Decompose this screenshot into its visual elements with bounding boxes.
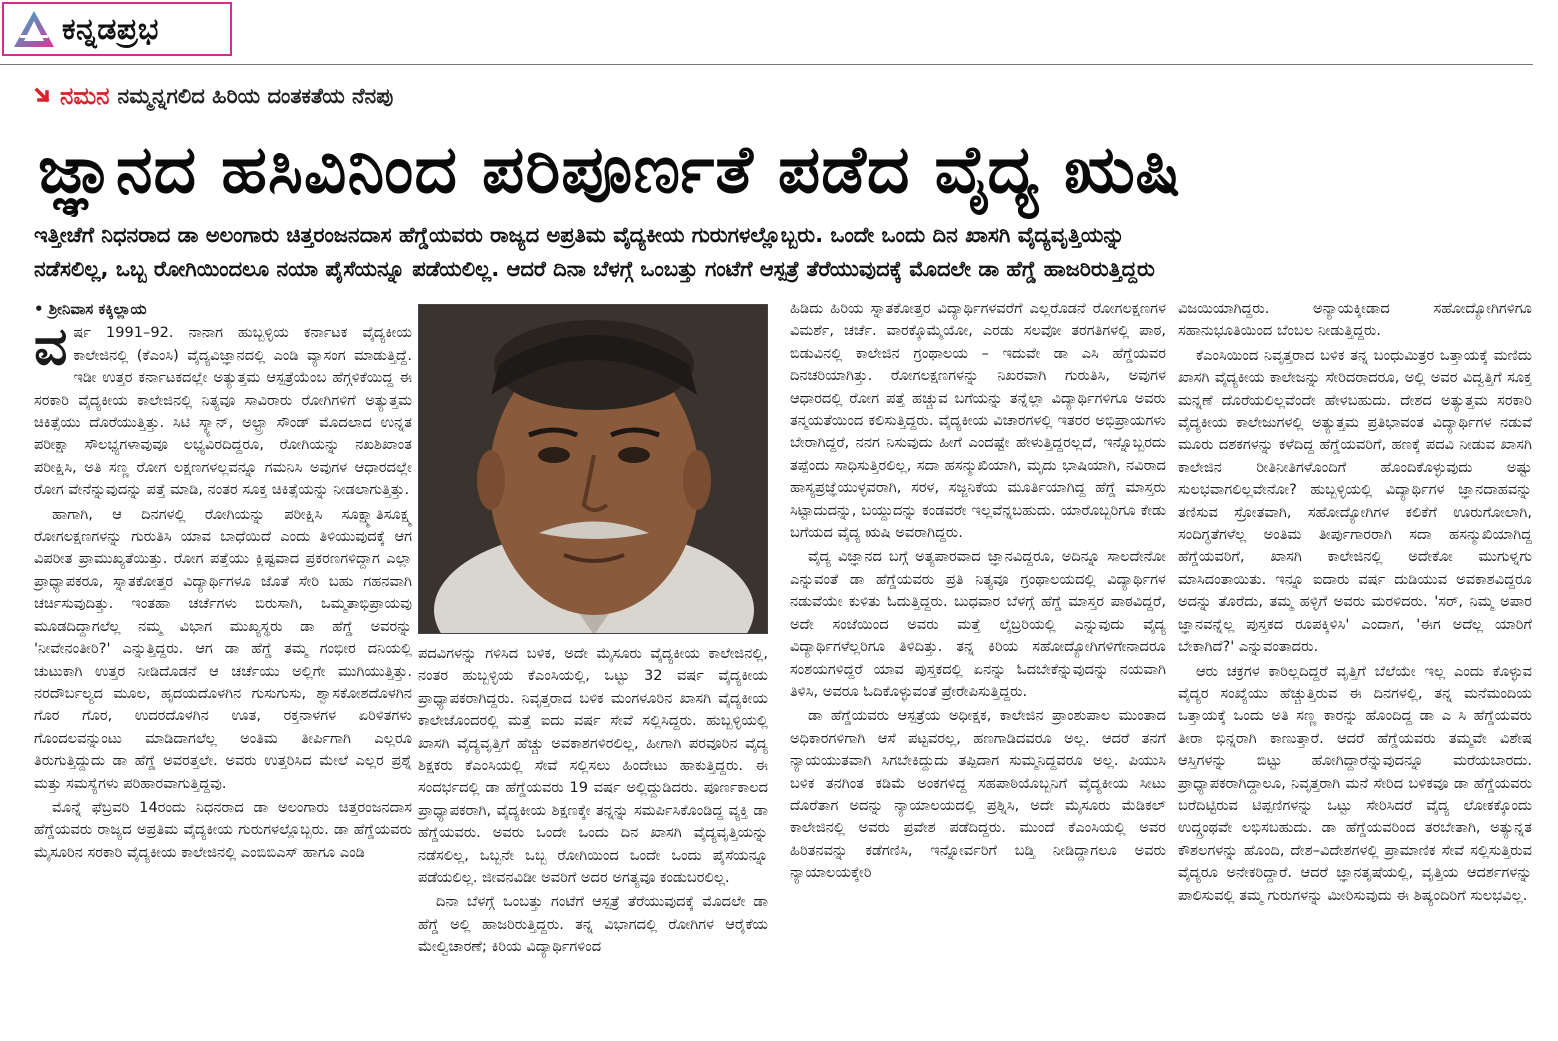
kicker-tag: ನಮನ [60, 82, 110, 110]
paragraph: ವೈದ್ಯ ವಿಜ್ಞಾನದ ಬಗ್ಗೆ ಅತ್ಯಪಾರವಾದ ಜ್ಞಾನವಿದ್ದರೂ, ಅದಿನ್ನೂ ಸಾಲದೇನೋ ಎನ್ನುವಂತೆ ಡಾ ಹೆಗ್ಡೆಯವರು ಪ್ರತಿ ನಿತ್ಯವೂ ಗ್ರಂಥಾಲಯದಲ್ಲಿ ವಿದ್ಯಾರ್ಥಿಗಳ ನಡುವೆಯೇ ಕುಳಿತು ಓದುತ್ತಿದ್ದರು. ಬುಧವಾರ ಬೆಳಗ್ಗೆ ಹೆಗ್ಡೆ ಮಾಸ್ತರ ಪಾಠವಿದ್ದರೆ, ಅದೇ ಸಂಜೆಯಿಂದ ಅವರು ಮತ್ತೆ ಲೈಬ್ರರಿಯಲ್ಲಿ ಎನ್ನುವುದು ವೈದ್ಯ ವಿದ್ಯಾರ್ಥಿಗಳೆಲ್ಲರಿಗೂ ತಿಳಿದಿತ್ತು. ತನ್ನ ಕಿರಿಯ ಸಹೋದ್ಯೋಗಿಗಳಿಗೇನಾದರೂ ಸಂಶಯಗಳಿದ್ದರೆ ಯಾವ ಪುಸ್ತಕದಲ್ಲಿ ಏನನ್ನು ಓದಬೇಕೆನ್ನುವುದನ್ನು ನಯವಾಗಿ ತಿಳಿಸಿ, ಅವರೂ ಓದಿಕೊಳ್ಳುವಂತೆ ಪ್ರೇರೇಪಿಸುತ್ತಿದ್ದರು. [790, 548, 1166, 700]
masthead-title: ಕನ್ನಡಪ್ರಭ [62, 11, 159, 47]
column-1 [34, 298, 412, 866]
paragraph: ವರ್ಷ 1991–92. ನಾನಾಗ ಹುಬ್ಬಳ್ಳಿಯ ಕರ್ನಾಟಕ ವೈದ್ಯಕೀಯ ಕಾಲೇಜಿನಲ್ಲಿ (ಕೆಎಂಸಿ) ವೈದ್ಯವಿಜ್ಞಾನದಲ್ಲಿ ಎಂಡಿ ವ್ಯಾಸಂಗ ಮಾಡುತ್ತಿದ್ದೆ. ಇಡೀ ಉತ್ತರ ಕರ್ನಾಟಕದಲ್ಲೇ ಅತ್ಯುತ್ತಮ ಆಸ್ಪತ್ರೆಯೆಂಬ ಹೆಗ್ಗಳಿಕೆಯಿದ್ದ ಈ ಸರಕಾರಿ ವೈದ್ಯಕೀಯ ಕಾಲೇಜಿನಲ್ಲಿ ನಿತ್ಯವೂ ಸಾವಿರಾರು ರೋಗಿಗಳಿಗೆ ಅತ್ಯುತ್ತಮ ಚಿಕಿತ್ಸೆಯು ದೊರೆಯುತ್ತಿತ್ತು. ಸಿಟಿ ಸ್ಕ್ಯಾನ್, ಅಲ್ಟ್ರಾ ಸೌಂಡ್ ಮೊದಲಾದ ಉನ್ನತ ಪರೀಕ್ಷಾ ಸೌಲಭ್ಯಗಳಾವುವೂ ಲಭ್ಯವಿರದಿದ್ದರೂ, ರೋಗಿಯನ್ನು ನಖಶಿಖಾಂತ ಪರೀಕ್ಷಿಸಿ, ಅತಿ ಸಣ್ಣ ರೋಗ ಲಕ್ಷಣಗಳಲ್ಲವನ್ನೂ ಗಮನಿಸಿ ಅವುಗಳ ಆಧಾರದಲ್ಲೇ ರೋಗ ವೇನೆನ್ನುವುದನ್ನು ಪತ್ತೆ ಮಾಡಿ, ನಂತರ ಸೂಕ್ತ ಚಿಕಿತ್ಸೆಯನ್ನು ನೀಡಲಾಗುತ್ತಿತ್ತು. [34, 316, 412, 499]
triangle-logo-icon [12, 9, 56, 49]
byline: • ಶ್ರೀನಿವಾಸ ಕಕ್ಕಿಲ್ಲಾಯ [34, 300, 147, 318]
dropcap: ವ [34, 316, 68, 378]
deck-line: ನಡೆಸಲಿಲ್ಲ, ಒಬ್ಬ ರೋಗಿಯಿಂದಲೂ ನಯಾ ಪೈಸೆಯನ್ನೂ ಪಡೆಯಲಿಲ್ಲ. ಆದರೆ ದಿನಾ ಬೆಳಗ್ಗೆ ಒಂಬತ್ತು ಗಂಟೆಗೆ ಆಸ್ಪತ್ರೆ ತೆರೆಯುವುದಕ್ಕೆ ಮೊದಲೇ ಡಾ ಹೆಗ್ಡೆ ಹಾಜರಿರುತ್ತಿದ್ದರು [34, 257, 1155, 281]
paragraph: ಮೊನ್ನೆ ಫೆಬ್ರವರಿ 14ರಂದು ನಿಧನರಾದ ಡಾ ಅಲಂಗಾರು ಚಿತ್ತರಂಜನದಾಸ ಹೆಗ್ಡೆಯವರು ರಾಜ್ಯದ ಅಪ್ರತಿಮ ವೈದ್ಯಕೀಯ ಗುರುಗಳಲ್ಲೊಬ್ಬರು. ಡಾ ಹೆಗ್ಡೆಯವರು ಮೈಸೂರಿನ ಸರಕಾರಿ ವೈದ್ಯಕೀಯ ಕಾಲೇಜಿನಲ್ಲಿ ಎಂಬಿಬಿಎಸ್ ಹಾಗೂ ಎಂಡಿ [34, 798, 412, 861]
portrait-illustration [419, 305, 768, 634]
kicker [34, 82, 393, 110]
kicker-subtitle: ನಮ್ಮನ್ನಗಲಿದ ಹಿರಿಯ ದಂತಕತೆಯ ನೆನಪು [117, 83, 394, 108]
paragraph: ದಿನಾ ಬೆಳಗ್ಗೆ ಒಂಬತ್ತು ಗಂಟೆಗೆ ಆಸ್ಪತ್ರೆ ತೆರೆಯುವುದಕ್ಕೆ ಮೊದಲೇ ಡಾ ಹೆಗ್ಡೆ ಅಲ್ಲಿ ಹಾಜರಿರುತ್ತಿದ್ದರು. ತನ್ನ ವಿಭಾಗದಲ್ಲಿ ರೋಗಿಗಳ ಆರೈಕೆಯ ಮೇಲ್ವಿಚಾರಣೆ; ಕಿರಿಯ ವಿದ್ಯಾರ್ಥಿಗಳಿಂದ [418, 893, 768, 956]
header-rule [0, 64, 1533, 65]
column-2 [418, 643, 768, 961]
paragraph: ಡಾ ಹೆಗ್ಡೆಯವರು ಆಸ್ಪತ್ರೆಯ ಅಧೀಕ್ಷಕ, ಕಾಲೇಜಿನ ಪ್ರಾಂಶುಪಾಲ ಮುಂತಾದ ಅಧಿಕಾರಗಳಿಗಾಗಿ ಆಸೆ ಪಟ್ಟವರಲ್ಲ, ಹಣಗಾಡಿದವರೂ ಅಲ್ಲ. ಆದರೆ ತನಗೆ ನ್ಯಾಯಯುತವಾಗಿ ಸಿಗಬೇಕಿದ್ದುದು ತಪ್ಪಿದಾಗ ಸುಮ್ಮನಿದ್ದವರೂ ಅಲ್ಲ. ಪಿಯುಸಿ ಬಳಿಕ ತನಗಿಂತ ಕಡಿಮೆ ಅಂಕಗಳಿದ್ದ ಸಹಪಾಠಿಯೊಬ್ಬನಿಗೆ ವೈದ್ಯಕೀಯ ಸೀಟು ದೊರೆತಾಗ ಅದನ್ನು ನ್ಯಾಯಾಲಯದಲ್ಲಿ ಪ್ರಶ್ನಿಸಿ, ಅದೇ ಮೈಸೂರು ಮೆಡಿಕಲ್ ಕಾಲೇಜಿನಲ್ಲಿ ಅವರು ಪ್ರವೇಶ ಪಡೆದಿದ್ದರು. ಮುಂದೆ ಕೆಎಂಸಿಯಲ್ಲಿ ಅವರ ಹಿರಿತನವನ್ನು ಕಡೆಗಣಿಸಿ, ಇನ್ನೋರ್ವರಿಗೆ ಬಡ್ತಿ ನೀಡಿದ್ದಾಗಲೂ ಅವರು ನ್ಯಾಯಾಲಯಕ್ಕೇರಿ [790, 707, 1166, 882]
paragraph: ಪದವಿಗಳನ್ನು ಗಳಿಸಿದ ಬಳಿಕ, ಅದೇ ಮೈಸೂರು ವೈದ್ಯಕೀಯ ಕಾಲೇಜಿನಲ್ಲಿ, ನಂತರ ಹುಬ್ಬಳ್ಳಿಯ ಕೆಎಂಸಿಯಲ್ಲಿ, ಒಟ್ಟು 32 ವರ್ಷ ವೈದ್ಯಕೀಯ ಪ್ರಾಧ್ಯಾಪಕರಾಗಿದ್ದರು. ನಿವೃತ್ತರಾದ ಬಳಿಕ ಮಂಗಳೂರಿನ ಖಾಸಗಿ ವೈದ್ಯಕೀಯ ಕಾಲೇಜೊಂದರಲ್ಲಿ ಮತ್ತೆ ಐದು ವರ್ಷ ಸೇವೆ ಸಲ್ಲಿಸಿದ್ದರು. ಹುಬ್ಬಳ್ಳಿಯಲ್ಲಿ ಖಾಸಗಿ ವೈದ್ಯವೃತ್ತಿಗೆ ಹೆಚ್ಚು ಅವಕಾಶಗಳಿರಲಿಲ್ಲ, ಹೀಗಾಗಿ ಪರವೂರಿನ ವೈದ್ಯ ಶಿಕ್ಷಕರು ಕೆಎಂಸಿಯಲ್ಲಿ ಸೇವೆ ಸಲ್ಲಿಸಲು ಹಿಂದೇಟು ಹಾಕುತ್ತಿದ್ದರು. ಈ ಸಂದರ್ಭದಲ್ಲಿ ಡಾ ಹೆಗ್ಡೆಯವರು 19 ವರ್ಷ ಅಲ್ಲಿದ್ದುಡಿದರು. ಪೂರ್ಣಕಾಲದ ಪ್ರಾಧ್ಯಾಪಕರಾಗಿ, ವೈದ್ಯಕೀಯ ಶಿಕ್ಷಣಕ್ಕೇ ತನ್ನನ್ನು ಸಮರ್ಪಿಸಿಕೊಂಡಿದ್ದ ವ್ಯಕ್ತಿ ಡಾ ಹೆಗ್ಡೆಯವರು. ಅವರು ಒಂದೇ ಒಂದು ದಿನ ಖಾಸಗಿ ವೈದ್ಯವೃತ್ತಿಯನ್ನು ನಡೆಸಲಿಲ್ಲ, ಒಬ್ಬನೇ ಒಬ್ಬ ರೋಗಿಯಿಂದ ಒಂದೇ ಒಂದು ಪೈಸೆಯನ್ನೂ ಪಡೆಯಲಿಲ್ಲ. ಜೀವನವಿಡೀ ಅವರಿಗೆ ಅದರ ಅಗತ್ಯವೂ ಕಂಡುಬರಲಿಲ್ಲ. [418, 645, 768, 887]
masthead [2, 2, 232, 56]
paragraph: ಹಿಡಿದು ಹಿರಿಯ ಸ್ನಾತಕೋತ್ತರ ವಿದ್ಯಾರ್ಥಿಗಳವರೆಗೆ ಎಲ್ಲರೊಡನೆ ರೋಗಲಕ್ಷಣಗಳ ವಿಮರ್ಶೆ, ಚರ್ಚೆ. ವಾರಕ್ಕೊಮ್ಮೆಯೋ, ಎರಡು ಸಲವೋ ತರಗತಿಗಳಲ್ಲಿ ಪಾಠ, ಬಿಡುವಿನಲ್ಲಿ ಕಾಲೇಜಿನ ಗ್ರಂಥಾಲಯ – ಇದುವೇ ಡಾ ಎಸಿ ಹೆಗ್ಡೆಯವರ ದಿನಚರಿಯಾಗಿತ್ತು. ರೋಗಲಕ್ಷಣಗಳನ್ನು ನಿಖರವಾಗಿ ಗುರುತಿಸಿ, ಅವುಗಳ ಆಧಾರದಲ್ಲಿ ರೋಗ ಪತ್ತೆ ಹಚ್ಚುವ ಬಗೆಯನ್ನು ತನ್ನೆಲ್ಲಾ ವಿದ್ಯಾರ್ಥಿಗಳಿಗೂ ಅವರು ತನ್ಮಯತೆಯಿಂದ ಕಲಿಸುತ್ತಿದ್ದರು. ವೈದ್ಯಕೀಯ ವಿಚಾರಗಳಲ್ಲಿ ಇತರರ ಅಭಿಪ್ರಾಯಗಳು ಬೇರಾಗಿದ್ದರೆ, ನನಗ ನಿಸುವುದು ಹೀಗೆ ಎಂದಷ್ಟೇ ಹೇಳುತ್ತಿದ್ದರಲ್ಲದೆ, ಇನ್ನೊಬ್ಬರದು ತಪ್ಪೆಂದು ಸಾಧಿಸುತ್ತಿರಲಿಲ್ಲ, ಸದಾ ಹಸನ್ಮುಖಿಯಾಗಿ, ಮೃದು ಭಾಷಿಯಾಗಿ, ನವಿರಾದ ಹಾಸ್ಯಪ್ರಜ್ಞೆಯುಳ್ಳವರಾಗಿ, ಸರಳ, ಸಜ್ಜನಿಕೆಯ ಮೂರ್ತಿಯಾಗಿದ್ದ ಹೆಗ್ಡೆ ಮಾಸ್ತರು ಸಿಟ್ಟಾದುದನ್ನು, ಬಯ್ದುದನ್ನು ಕಂಡವರೇ ಇಲ್ಲವೆನ್ನಬಹುದು. ಯಾರೊಬ್ಬರಿಗೂ ಕೇಡು ಬಗೆಯದ ವೈದ್ಯ ಋಷಿ ಅವರಾಗಿದ್ದರು. [790, 300, 1166, 542]
paragraph: ಕೆಎಂಸಿಯಿಂದ ನಿವೃತ್ತರಾದ ಬಳಿಕ ತನ್ನ ಬಂಧುಮಿತ್ರರ ಒತ್ತಾಯಕ್ಕೆ ಮಣಿದು ಖಾಸಗಿ ವೈದ್ಯಕೀಯ ಕಾಲೇಜನ್ನು ಸೇರಿದರಾದರೂ, ಅಲ್ಲಿ ಅವರ ವಿದ್ವತ್ತಿಗೆ ಸೂಕ್ತ ಮನ್ನಣೆ ದೊರೆಯಲಿಲ್ಲವೆಂದೇ ಹೇಳಬಹುದು. ದೇಶದ ಅತ್ಯುತ್ತಮ ಸರಕಾರಿ ವೈದ್ಯಕೀಯ ಕಾಲೇಜುಗಳಲ್ಲಿ ಅತ್ಯುತ್ತಮ ಪ್ರತಿಭಾವಂತ ವಿದ್ಯಾರ್ಥಿಗಳ ನಡುವೆ ಮೂರು ದಶಕಗಳನ್ನು ಕಳೆದಿದ್ದ ಹೆಗ್ಡೆಯವರಿಗೆ, ಹಣಕ್ಕೆ ಪದವಿ ನೀಡುವ ಖಾಸಗಿ ಕಾಲೇಜಿನ ರೀತಿನೀತಿಗಳೊಂದಿಗೆ ಹೊಂದಿಕೊಳ್ಳುವುದು ಅಷ್ಟು ಸುಲಭವಾಗಲಿಲ್ಲವೇನೋ? ಹುಬ್ಬಳ್ಳಿಯಲ್ಲಿ ವಿದ್ಯಾರ್ಥಿಗಳ ಜ್ಞಾನದಾಹವನ್ನು ತಣಿಸುವ ಸ್ರೋತವಾಗಿ, ಸಹೋದ್ಯೋಗಿಗಳ ಕಲಿಕೆಗೆ ಊರುಗೋಲಾಗಿ, ಸಂದಿಗ್ಧತೆಗಳೆಲ್ಲ ಅಂತಿಮ ತೀರ್ಪುಗಾರರಾಗಿ ಸದಾ ಹಸನ್ಮುಖಿಯಾಗಿದ್ದ ಹೆಗ್ಡೆಯವರಿಗೆ, ಖಾಸಗಿ ಕಾಲೇಜಿನಲ್ಲಿ ಅದೇಕೋ ಮುಗುಳ್ನಗು ಮಾಸಿದಂತಾಯಿತು. ಇನ್ನೂ ಐದಾರು ವರ್ಷ ದುಡಿಯುವ ಅವಕಾಶವಿದ್ದರೂ ಅದನ್ನು ತೊರೆದು, ತಮ್ಮ ಹಳ್ಳಿಗೆ ಅವರು ಮರಳಿದರು. 'ಸರ್, ನಿಮ್ಮ ಅಪಾರ ಜ್ಞಾನವನ್ನೆಲ್ಲ ಪುಸ್ತಕದ ರೂಪಕ್ಕಿಳಿಸಿ' ಎಂದಾಗ, 'ಈಗ ಅದೆಲ್ಲ ಯಾರಿಗೆ ಬೇಕಾಗಿದೆ?' ಎನ್ನುವಂತಾದರು. [1178, 346, 1532, 656]
column-4 [1178, 298, 1532, 909]
deck-line: ಇತ್ತೀಚೆಗೆ ನಿಧನರಾದ ಡಾ ಅಲಂಗಾರು ಚಿತ್ತರಂಜನದಾಸ ಹೆಗ್ಡೆಯವರು ರಾಜ್ಯದ ಅಪ್ರತಿಮ ವೈದ್ಯಕೀಯ ಗುರುಗಳಲ್ಲೊಬ್ಬರು. ಒಂದೇ ಒಂದು ದಿನ ಖಾಸಗಿ ವೈದ್ಯವೃತ್ತಿಯನ್ನು [34, 223, 1125, 247]
deck [34, 218, 1524, 286]
portrait-photo [418, 304, 768, 634]
paragraph: ಆರು ಚಕ್ರಗಳ ಕಾರಿಲ್ಲದಿದ್ದರೆ ವೃತ್ತಿಗೆ ಬೆಲೆಯೇ ಇಲ್ಲ ಎಂದು ಕೊಳ್ಳುವ ವೈದ್ಯರ ಸಂಖ್ಯೆಯು ಹೆಚ್ಚುತ್ತಿರುವ ಈ ದಿನಗಳಲ್ಲಿ, ತನ್ನ ಮನೆಮಂದಿಯ ಒತ್ತಾಯಕ್ಕೆ ಒಂದು ಅತಿ ಸಣ್ಣ ಕಾರನ್ನು ಹೊಂದಿದ್ದ ಡಾ ಎ ಸಿ ಹೆಗ್ಡೆಯವರು ತೀರಾ ಭಿನ್ನರಾಗಿ ಕಾಣುತ್ತಾರೆ. ಆದರೆ ಹೆಗ್ಡೆಯವರು ತಮ್ಮವೇ ವಿಶೇಷ ಆಸ್ತಿಗಳನ್ನು ಬಿಟ್ಟು ಹೋಗಿದ್ದಾರೆನ್ನುವುದನ್ನೂ ಮರೆಯಬಾರದು. ಪ್ರಾಧ್ಯಾಪಕರಾಗಿದ್ದಾಲೂ, ನಿವೃತ್ತರಾಗಿ ಮನೆ ಸೇರಿದ ಬಳಿಕವೂ ಡಾ ಹೆಗ್ಡೆಯವರು ಬರೆದಿಟ್ಟಿರುವ ಟಿಪ್ಪಣಿಗಳನ್ನು ಒಟ್ಟು ಸೇರಿಸಿದರೆ ವೈದ್ಯ ಲೋಕಕ್ಕೊಂದು ಉದ್ಗ್ರಂಥವೇ ಲಭಿಸಬಹುದು. ಡಾ ಹೆಗ್ಡೆಯವರಿಂದ ತರಬೇತಾಗಿ, ಅತ್ಯುನ್ನತ ಕೌಶಲಗಳನ್ನು ಹೊಂದಿ, ದೇಶ–ವಿದೇಶಗಳಲ್ಲಿ ಪ್ರಾಮಾಣಿಕ ಸೇವೆ ಸಲ್ಲಿಸುತ್ತಿರುವ ವೈದ್ಯರೂ ಅನೇಕರಿದ್ದಾರೆ. ಆದರೆ ಜ್ಞಾನತೃಷೆಯಲ್ಲಿ, ವೃತ್ತಿಯ ಆದರ್ಶಗಳನ್ನು ಪಾಲಿಸುವಲ್ಲಿ ತಮ್ಮ ಗುರುಗಳನ್ನು ಮೀರಿಸುವುದು ಈ ಶಿಷ್ಯಂದಿರಿಗೆ ಸುಲಭವಿಲ್ಲ. [1178, 662, 1532, 904]
arrow-down-right-icon [34, 87, 52, 105]
paragraph: ಹಾಗಾಗಿ, ಆ ದಿನಗಳಲ್ಲಿ ರೋಗಿಯನ್ನು ಪರೀಕ್ಷಿಸಿ ಸೂಕ್ಷ್ಮಾತಿಸೂಕ್ಷ್ಮ ರೋಗಲಕ್ಷಣಗಳನ್ನು ಗುರುತಿಸಿ ಯಾವ ಬಾಧೆಯಿದೆ ಎಂದು ತಿಳಿಯುವುದಕ್ಕೆ ಆಗ ವಿಪರೀತ ಪ್ರಾಮುಖ್ಯತೆಯಿತ್ತು. ರೋಗ ಪತ್ತೆಯು ಕ್ಲಿಷ್ಟವಾದ ಪ್ರಕರಣಗಳಿದ್ದಾಗ ಎಲ್ಲಾ ಪ್ರಾಧ್ಯಾಪಕರೂ, ಸ್ನಾತಕೋತ್ತರ ವಿದ್ಯಾರ್ಥಿಗಳೂ ಜೊತೆ ಸೇರಿ ಬಹು ಗಹನವಾಗಿ ಚರ್ಚಿಸುವುದಿತ್ತು. ಇಂತಹಾ ಚರ್ಚೆಗಳು ಬಿರುಸಾಗಿ, ಒಮ್ಮತಾಭಿಪ್ರಾಯವು ಮೂಡದಿದ್ದಾಗಲೆಲ್ಲ ನಮ್ಮ ವಿಭಾಗ ಮುಖ್ಯಸ್ಥರು ಡಾ ಹೆಗ್ಡೆ ಅವರನ್ನು 'ನೀವೇನಂತೀರಿ?' ಎನ್ನುತ್ತಿದ್ದರು. ಆಗ ಡಾ ಹೆಗ್ಡೆ ತಮ್ಮ ಗಂಭೀರ ದನಿಯಲ್ಲಿ ಚುಟುಕಾಗಿ ಉತ್ತರ ನೀಡಿದೊಡನೆ ಆ ಚರ್ಚೆಯು ಅಲ್ಲಿಗೇ ಮುಗಿಯುತ್ತಿತ್ತು. ನರದೌರ್ಬಲ್ಯದ ಮೂಲ, ಹೃದಯದೊಳಗಿನ ಗುಸುಗುಸು, ಶ್ವಾಸಕೋಶದೊಳಗಿನ ಗೊರ ಗೊರ, ಉದರದೊಳಗಿನ ಊತ, ರಕ್ತನಾಳಗಳ ಏರಿಳಿತಗಳು ಗೊಂದಲವನ್ನುಂಟು ಮಾಡಿದಾಗಲೆಲ್ಲ ಅಂತಿಮ ತೀರ್ಪಿಗಾಗಿ ಎಲ್ಲರೂ ತಿರುಗುತ್ತಿದ್ದುದು ಡಾ ಹೆಗ್ಡೆ ಅವರತ್ತಲೇ. ಅವರು ಉತ್ತರಿಸಿದ ಮೇಲೆ ಎಲ್ಲರ ಪ್ರಶ್ನೆ ಮತ್ತು ಸಮಸ್ಯೆಗಳು ಪರಿಹಾರವಾಗುತ್ತಿದ್ದವು. [34, 505, 412, 792]
column-3 [790, 298, 1166, 887]
paragraph: ವಿಜಯಿಯಾಗಿದ್ದರು. ಅನ್ಯಾಯಕ್ಕೀಡಾದ ಸಹೋದ್ಯೋಗಿಗಳಿಗೂ ಸಹಾನುಭೂತಿಯಿಂದ ಬೆಂಬಲ ನೀಡುತ್ತಿದ್ದರು. [1178, 300, 1532, 340]
headline: ಜ್ಞಾನದ ಹಸಿವಿನಿಂದ ಪರಿಪೂರ್ಣತೆ ಪಡೆದ ವೈದ್ಯ ಋಷಿ [38, 131, 1182, 208]
